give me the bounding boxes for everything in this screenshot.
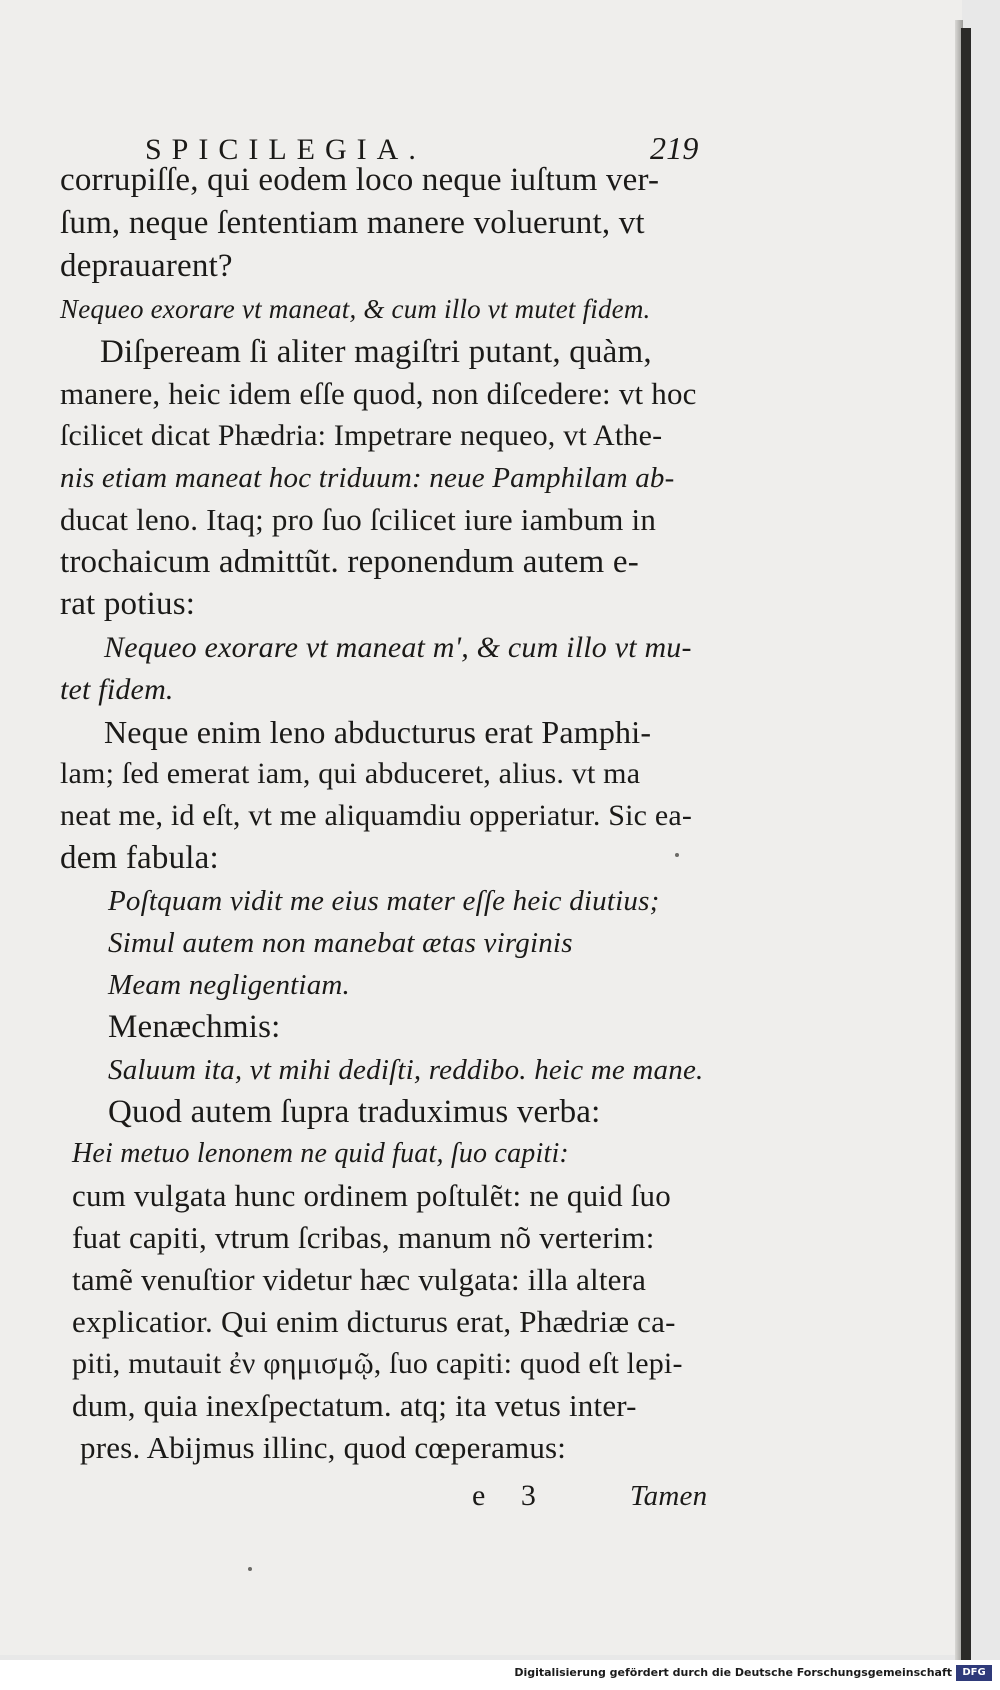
footer-bar (0, 1660, 1000, 1690)
text-line: Neque enim leno abducturus erat Pamphi- (104, 714, 652, 750)
text-line: Menæchmis: (108, 1009, 281, 1045)
text-line: ducat leno. Itaq; pro ſuo ſcilicet iure iambum in (60, 502, 657, 537)
text-line: explicatior. Qui enim dicturus erat, Phædriæ ca- (72, 1304, 676, 1339)
speck (675, 853, 679, 857)
text-line: ſcilicet dicat Phædria: Impetrare nequeo, vt Athe- (60, 419, 663, 452)
book-edge (961, 28, 971, 1660)
text-line: Diſpeream ſi aliter magiſtri putant, quàm, (100, 334, 652, 370)
text-line: cum vulgata hunc ordinem poſtulẽt: ne quid ſuo (72, 1178, 671, 1213)
page-number: 219 (650, 130, 699, 166)
speck (248, 1567, 252, 1571)
text-line: Quod autem ſupra traduximus verba: (108, 1094, 601, 1130)
text-line: Simul autem non manebat ætas virginis (108, 927, 573, 959)
text-line: Hei metuo lenonem ne quid fuat, ſuo capiti: (72, 1138, 569, 1169)
text-line: deprauarent? (60, 248, 233, 284)
text-line: corrupiſſe, qui eodem loco neque iuſtum ver- (60, 162, 660, 198)
text-line: Meam negligentiam. (108, 969, 350, 1001)
text-line: tamẽ venuſtior videtur hæc vulgata: illa altera (72, 1262, 647, 1297)
text-line: tet fidem. (60, 673, 174, 706)
dfg-logo: DFG (956, 1665, 992, 1681)
text-line: rat potius: (60, 586, 196, 622)
text-line: pres. Abijmus illinc, quod cœperamus: (80, 1430, 567, 1465)
signature-mark: e 3 (472, 1479, 550, 1512)
text-line: dum, quia inexſpectatum. atq; ita vetus inter- (72, 1388, 637, 1423)
text-line: manere, heic idem eſſe quod, non diſcedere: vt hoc (60, 376, 697, 411)
text-line: neat me, id eſt, vt me aliquamdiu opperiatur. Sic ea- (60, 799, 693, 832)
text-line: trochaicum admittũt. reponendum autem e- (60, 544, 639, 580)
catchword: Tamen (630, 1480, 708, 1512)
running-title: SPICILEGIA. (145, 133, 426, 166)
text-line: fuat capiti, vtrum ſcribas, manum nõ verterim: (72, 1220, 655, 1255)
text-line: lam; ſed emerat iam, qui abduceret, alius. vt ma (60, 757, 641, 790)
text-line: Poſtquam vidit me eius mater eſſe heic diutius; (108, 885, 660, 917)
text-line: piti, mutauit ἐν φημισμῷ, ſuo capiti: quod eſt lepi- (72, 1347, 683, 1380)
text-line: nis etiam maneat hoc triduum: neue Pamphilam ab- (60, 462, 675, 494)
text-line: dem fabula: (60, 840, 219, 876)
text-line: Nequeo exorare vt maneat, & cum illo vt mutet fidem. (60, 294, 651, 324)
text-line: Saluum ita, vt mihi dediſti, reddibo. heic me mane. (108, 1054, 704, 1086)
text-line: ſum, neque ſententiam manere voluerunt, vt (60, 205, 645, 241)
text-line: Nequeo exorare vt maneat m', & cum illo vt mu- (104, 631, 692, 664)
footer-credit: Digitalisierung gefördert durch die Deutsche Forschungsgemeinschaft (514, 1666, 952, 1679)
